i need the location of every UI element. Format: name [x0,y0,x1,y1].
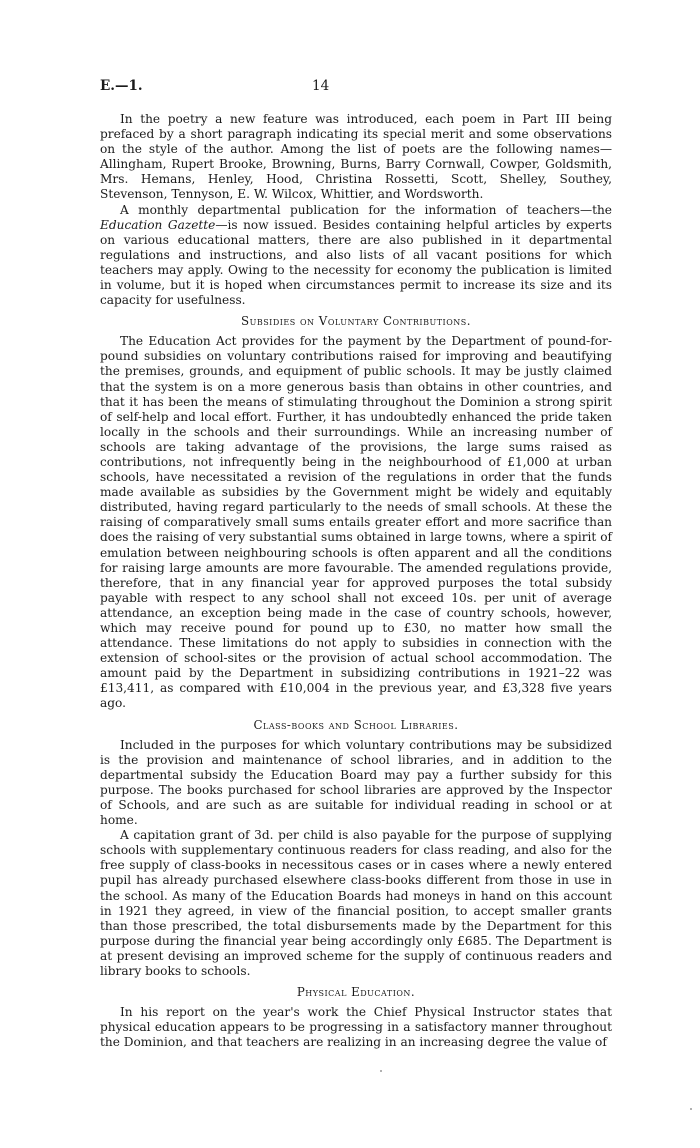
scan-speck [380,1070,382,1072]
heading-class-books: Class-books and School Libraries. [253,717,459,732]
paragraph-physical-education: In his report on the year's work the Chief Physical Instructor states that physical education appears to be progressing in a satisfactory manner throughout the Dominion, and that teachers are realizing in an increasing degree the value of [100,1005,612,1050]
page-number: 14 [312,78,330,94]
paragraph-subsidies: The Education Act provides for the payment by the Department of pound-for-pound subsidies on voluntary contributions raised for improving and beautifying the premises, grounds, and equipment of public schools. It may be justly claimed that the system is on a more generous basis than obtains in other countries, and that it has been the means of stimulating throughout the Dominion a strong spirit of self-help and local effort. Further, it has undoubtedly enhanced the pride taken locally in the schools and their surroundings. While an increasing number of schools are taking advantage of the provisions, the large sums raised as contributions, not infrequently being in the neighbourhood of £1,000 at urban schools, have necessitated a revision of the regulations in order that the funds made available as subsidies by the Government might be widely and equitably distributed, having regard particularly to the needs of small schools. At these the raising of comparatively small sums entails greater effort and more sacrifice than does the raising of very substantial sums obtained in large towns, where a spirit of emulation between neighbouring schools is often apparent and all the conditions for raising large amounts are more favourable. The amended regulations provide, therefore, that in any financial year for approved purposes the total subsidy payable with respect to any school shall not exceed 10s. per unit of average attendance, an exception being made in the case of country schools, however, which may receive pound for pound up to £30, no matter how small the attendance. These limitations do not apply to subsidies in connection with the extension of school-sites or the provision of actual school accommodation. The amount paid by the Department in subsidizing contributions in 1921–22 was £13,411, as compared with £10,004 in the previous year, and £3,328 five years ago. [100,334,612,711]
page-header [100,78,612,100]
paragraph-capitation: A capitation grant of 3d. per child is also payable for the purpose of supplying schools with supplementary continuous readers for class reading, and also for the free supply of class-books in necessitous cases or in cases where a newly entered pupil has already purchased elsewhere class-books different from those in use in the school. As many of the Education Boards had moneys in hand on this account in 1921 they agreed, in view of the financial position, to accept smaller grants than those prescribed, the total disbursements made by the Department for this purpose during the financial year being accordingly only £685. The Department is at present devising an improved scheme for the supply of continuous readers and library books to schools. [100,828,612,978]
document-page [100,78,612,1050]
document-reference: E.—1. [100,78,143,94]
paragraph-poetry: In the poetry a new feature was introduced, each poem in Part III being prefaced by a short paragraph indicating its special merit and some observations on the style of the author. Among the list of poets are the following names—Allingham, Rupert Brooke, Browning, Burns, Barry Cornwall, Cowper, Goldsmith, Mrs. Hemans, Henley, Hood, Christina Rossetti, Scott, Shelley, Southey, Stevenson, Tennyson, E. W. Wilcox, Whittier, and Wordsworth. [100,112,612,202]
scan-speck [690,1108,692,1110]
gazette-title: Education Gazette [100,217,216,232]
heading-subsidies: Subsidies on Voluntary Contributions. [241,314,471,329]
paragraph-gazette-rest: —is now issued. Besides containing helpful articles by experts on various educational matters, there are also published in it departmental regulations and instructions, and also lists of all vacant positions for which teachers may apply. Owing to the necessity for economy the publication is limited in volume, but it is hoped when circumstances permit to increase its size and its capacity for usefulness. [100,217,612,308]
paragraph-libraries: Included in the purposes for which voluntary contributions may be subsidized is the provision and maintenance of school libraries, and in addition to the departmental subsidy the Education Board may pay a further subsidy for this purpose. The books purchased for school libraries are approved by the Inspector of Schools, and are such as are suitable for individual reading in school or at home. [100,737,612,828]
paragraph-gazette [100,203,612,309]
paragraph-gazette-lead: A monthly departmental publication for the information of teachers—the [120,202,612,217]
heading-physical-education: Physical Education. [296,985,416,1000]
